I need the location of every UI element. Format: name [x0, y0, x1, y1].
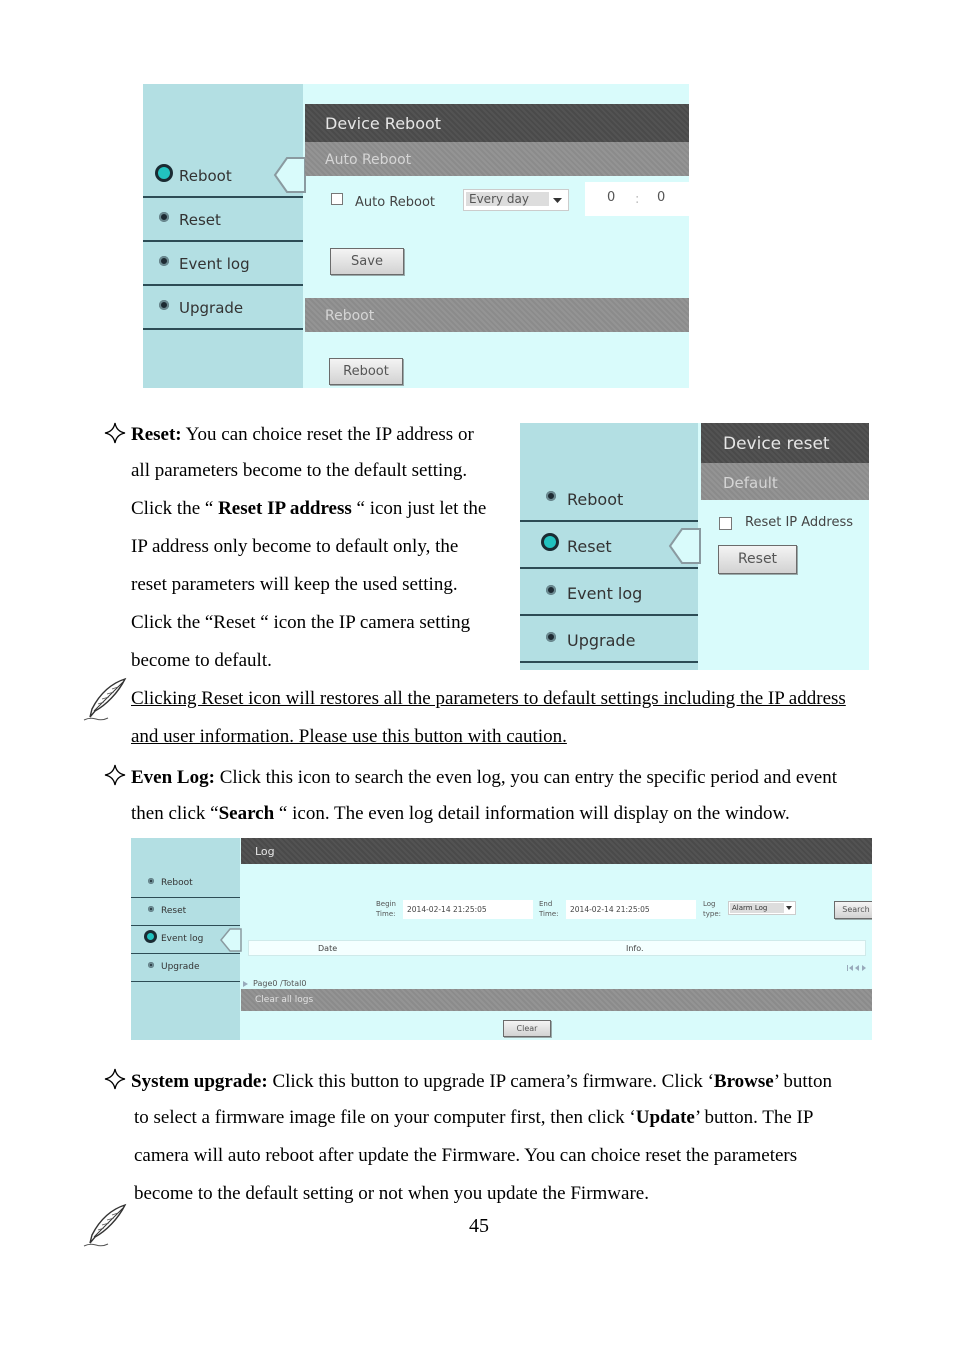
active-pointer-icon — [273, 156, 307, 194]
sidebar-item-event-log[interactable] — [520, 569, 698, 616]
sidebar-item-label: Reboot — [179, 167, 232, 185]
upgrade-text: ’ button. The IP — [694, 1107, 814, 1128]
panel-title: Device reset — [723, 434, 830, 454]
update-bold: Update — [635, 1107, 695, 1128]
reset-ip-label: Reset IP Address — [745, 515, 854, 530]
label-line: Begin — [376, 900, 396, 908]
log-type-label — [703, 899, 721, 919]
dropdown-arrow-icon — [786, 906, 792, 910]
search-button[interactable]: Search — [834, 901, 872, 919]
time-input[interactable] — [585, 182, 689, 216]
radio-dot-icon — [148, 878, 154, 884]
reset-line-4: IP address only become to default only, the — [131, 536, 459, 557]
radio-dot-icon — [159, 256, 169, 266]
sidebar-item-label: Event log — [567, 584, 643, 603]
search-bold: Search — [218, 803, 275, 824]
reset-line-2: all parameters become to the default setting. — [131, 460, 468, 481]
upgrade-text: to select a firmware image file on your computer first, then click ‘ — [134, 1107, 636, 1128]
event-log-screenshot — [131, 838, 872, 1040]
begin-time-value: 2014-02-14 21:25:05 — [407, 905, 487, 914]
radio-dot-icon — [546, 632, 556, 642]
four-point-star-icon — [104, 422, 126, 444]
feather-pen-icon — [82, 677, 128, 723]
panel-title: Device Reboot — [325, 114, 442, 133]
auto-reboot-label: Auto Reboot — [355, 195, 436, 210]
event-text: “ icon. The even log detail information will display on the window. — [274, 803, 790, 824]
clear-button[interactable]: Clear — [503, 1020, 551, 1037]
label-line: Time: — [539, 910, 559, 918]
device-reset-screenshot — [520, 423, 869, 670]
radio-dot-icon — [158, 167, 170, 179]
sidebar-item-upgrade[interactable] — [520, 616, 698, 663]
begin-time-label — [376, 899, 396, 919]
hour-value: 0 — [607, 190, 616, 205]
schedule-select-value: Every day — [466, 192, 549, 206]
end-time-label — [539, 899, 559, 919]
radio-dot-icon — [544, 536, 556, 548]
sidebar-item-label: Event log — [179, 255, 250, 273]
sidebar-item-label: Upgrade — [567, 631, 636, 650]
begin-time-input[interactable] — [403, 900, 533, 919]
four-point-star-icon — [104, 1068, 126, 1090]
log-type-value: Alarm Log — [730, 903, 784, 913]
device-reboot-screenshot — [143, 84, 689, 388]
event-heading: Even Log: — [131, 767, 215, 788]
radio-dot-icon — [159, 212, 169, 222]
sidebar-item-label: Reset — [161, 906, 187, 916]
sidebar-item-label: Reboot — [567, 490, 624, 509]
section-title: Auto Reboot — [325, 152, 412, 168]
sidebar-item-upgrade[interactable] — [143, 286, 303, 330]
sidebar-item-reboot[interactable] — [131, 870, 240, 898]
pager-nav-icon[interactable] — [847, 964, 871, 972]
pager-first-icon[interactable] — [242, 980, 252, 988]
radio-dot-icon — [546, 491, 556, 501]
caution-line-2: and user information. Please use this button with caution. — [131, 726, 567, 747]
label-line: End — [539, 900, 553, 908]
page-number: 45 — [469, 1215, 489, 1237]
sidebar-item-upgrade[interactable] — [131, 954, 240, 982]
sidebar-item-label: Upgrade — [161, 962, 200, 972]
upgrade-line-2 — [134, 1108, 813, 1127]
reset-ip-checkbox[interactable] — [719, 517, 732, 530]
upgrade-line-4: become to the default setting or not when you update the Firmware. — [134, 1183, 649, 1204]
pager-text: Page0 /Total0 — [253, 979, 307, 988]
event-text: then click “ — [131, 803, 219, 824]
section-header-default — [701, 463, 869, 500]
schedule-select[interactable] — [463, 189, 569, 211]
panel-title-bar — [305, 104, 689, 142]
clear-all-logs-bar — [241, 989, 872, 1011]
caution-line-1: Clicking Reset icon will restores all the parameters to default settings including the IP address — [131, 688, 846, 709]
browse-bold: Browse — [713, 1071, 774, 1092]
panel-title-bar — [241, 838, 872, 864]
radio-dot-icon — [159, 300, 169, 310]
reset-line-1 — [131, 425, 474, 444]
radio-dot-icon — [546, 585, 556, 595]
reset-text: You can choice reset the IP address or — [181, 424, 474, 445]
reset-heading: Reset: — [131, 424, 182, 445]
log-type-select[interactable] — [728, 901, 796, 915]
reset-line-3 — [131, 499, 486, 518]
end-time-input[interactable] — [566, 900, 696, 919]
sidebar-item-reset[interactable] — [131, 898, 240, 926]
upgrade-text: ’ button — [773, 1071, 832, 1092]
column-header-info: Info. — [626, 944, 644, 953]
save-button[interactable]: Save — [330, 248, 404, 275]
event-text: Click this icon to search the even log, you can entry the specific period and event — [214, 767, 837, 788]
event-line-1 — [131, 768, 837, 787]
label-line: Log — [703, 900, 716, 908]
reset-ip-bold: Reset IP address — [218, 498, 352, 519]
upgrade-text: Click this button to upgrade IP camera’s firmware. Click ‘ — [267, 1071, 714, 1092]
panel-title: Log — [255, 845, 275, 858]
label-line: Time: — [376, 910, 396, 918]
reboot-button[interactable]: Reboot — [329, 358, 403, 385]
four-point-star-icon — [104, 764, 126, 786]
sidebar-item-label: Reboot — [161, 878, 193, 888]
panel-title-bar — [701, 423, 869, 463]
section-title: Default — [723, 474, 778, 492]
upgrade-heading: System upgrade: — [131, 1071, 268, 1092]
clear-all-logs-label: Clear all logs — [255, 995, 314, 1005]
minute-value: 0 — [657, 190, 666, 205]
sidebar-item-label: Reset — [567, 537, 612, 556]
upgrade-line-3: camera will auto reboot after update the Firmware. You can choice reset the parameters — [134, 1145, 798, 1166]
sidebar-item-event-log[interactable] — [143, 242, 303, 286]
sidebar-item-label: Event log — [161, 934, 204, 944]
radio-dot-icon — [148, 962, 154, 968]
active-pointer-icon — [220, 928, 242, 952]
radio-dot-icon — [148, 906, 154, 912]
sidebar-item-reboot[interactable] — [520, 475, 698, 522]
upgrade-line-1 — [131, 1072, 832, 1091]
sidebar-item-reset[interactable] — [143, 198, 303, 242]
reset-button[interactable]: Reset — [718, 545, 797, 574]
reset-text: “ icon just let the — [351, 498, 487, 519]
end-time-value: 2014-02-14 21:25:05 — [570, 905, 650, 914]
reset-line-5: reset parameters will keep the used setting. — [131, 574, 458, 595]
section-header-auto-reboot — [305, 142, 689, 176]
active-pointer-icon — [668, 527, 702, 565]
reset-line-6: Click the “Reset “ icon the IP camera setting — [131, 612, 471, 633]
section-header-reboot — [305, 298, 689, 332]
column-header-date: Date — [318, 944, 338, 953]
feather-pen-icon — [82, 1203, 128, 1249]
section-title: Reboot — [325, 308, 375, 324]
log-table-header — [248, 940, 866, 956]
sidebar-item-label: Upgrade — [179, 299, 244, 317]
radio-dot-icon — [147, 933, 154, 940]
sidebar-item-label: Reset — [179, 211, 221, 229]
reset-text: Click the “ — [131, 498, 219, 519]
time-separator: : — [635, 192, 640, 207]
auto-reboot-checkbox[interactable] — [331, 193, 343, 205]
dropdown-arrow-icon — [553, 198, 562, 204]
reset-line-7: become to default. — [131, 650, 272, 671]
event-line-2 — [131, 804, 790, 823]
label-line: type: — [703, 910, 721, 918]
